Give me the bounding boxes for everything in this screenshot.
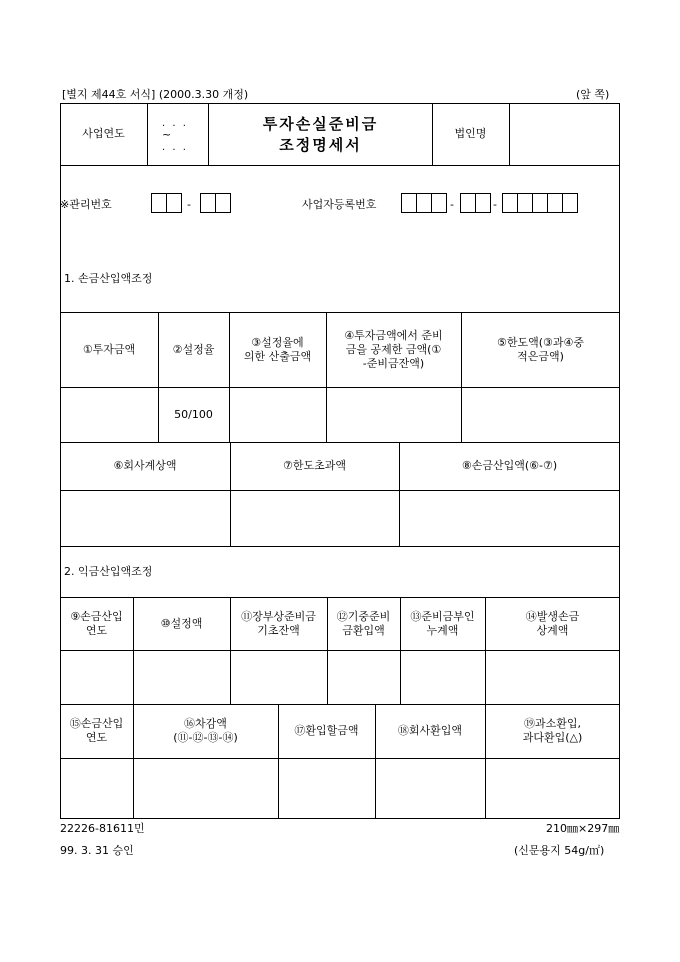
col-book-reserve-opening: ⑪장부상준비금 기초잔액: [241, 609, 316, 637]
col-under-over-reversal: ⑲과소환입, 과다환입(△): [522, 717, 583, 744]
col-investment-less-reserve: ④투자금액에서 준비 금을 공제한 금액(① -준비금잔액): [344, 328, 443, 370]
biz-reg-no-box[interactable]: [401, 193, 417, 213]
col-limit-amount: ⑤한도액(③과④중 적은금액): [496, 335, 584, 363]
col-deduction-year-2: ⑮손금산입 연도: [69, 717, 124, 744]
corp-name-field[interactable]: [510, 104, 619, 164]
col-disallowed-cumulative: ⑬준비금부인 누계액: [410, 609, 475, 637]
excess-over-limit-input[interactable]: [231, 491, 398, 546]
section2-heading: 2. 익금산입액조정: [64, 565, 153, 578]
reserve-reversed-input[interactable]: [328, 651, 399, 704]
col-amount-to-reverse: ⑰환입할금액: [294, 724, 359, 737]
form-title-line1: 투자손실준비금: [262, 115, 379, 133]
biz-reg-no-box[interactable]: [517, 193, 533, 213]
col-investment-amount: ①투자금액: [82, 342, 136, 356]
biz-reg-no-box[interactable]: [562, 193, 578, 213]
form-title: [209, 114, 432, 156]
deduction-year-2-input[interactable]: [61, 759, 132, 818]
biz-reg-no-box[interactable]: [460, 193, 476, 213]
biz-reg-no-box[interactable]: [502, 193, 518, 213]
investment-less-reserve-input[interactable]: [327, 388, 460, 442]
limit-amount-input[interactable]: [462, 388, 619, 442]
form-title-line2: 조정명세서: [279, 136, 362, 154]
mgmt-no-box[interactable]: [166, 193, 182, 213]
setting-rate-value: 50/100: [174, 407, 213, 421]
col-difference: ⑯차감액 (⑪-⑫-⑬-⑭): [173, 717, 238, 744]
mgmt-no-box[interactable]: [215, 193, 231, 213]
corp-name-label: 법인명: [454, 127, 487, 140]
loss-offset-input[interactable]: [486, 651, 619, 704]
date-to: . . .: [162, 142, 188, 153]
biz-reg-no-box[interactable]: [475, 193, 491, 213]
date-from: . . .: [162, 118, 188, 129]
biz-reg-no-label: 사업자등록번호: [302, 198, 377, 211]
biz-reg-no-dash: -: [450, 198, 454, 211]
biz-reg-no-box[interactable]: [431, 193, 447, 213]
paper-type: (신문용지 54g/㎡): [514, 844, 605, 857]
investment-amount-input[interactable]: [61, 388, 157, 442]
doc-code: 22226-81611민: [60, 822, 145, 835]
mgmt-no-dash: -: [187, 198, 191, 211]
mgmt-no-box[interactable]: [200, 193, 216, 213]
deduction-year-input[interactable]: [61, 651, 132, 704]
mgmt-no-box[interactable]: [151, 193, 167, 213]
col-loss-offset: ⑭발생손금 상계액: [525, 609, 580, 637]
col-company-recorded: ⑥회사계상액: [113, 459, 177, 472]
under-over-reversal-input[interactable]: [486, 759, 619, 818]
col-set-amount: ⑩설정액: [160, 616, 203, 630]
book-reserve-opening-input[interactable]: [231, 651, 326, 704]
computed-amount-input[interactable]: [230, 388, 325, 442]
form-number: [별지 제44호 서식] (2000.3.30 개정): [62, 88, 249, 101]
biz-reg-no-box[interactable]: [416, 193, 432, 213]
col-deduction-year: ⑨손금산입 연도: [70, 609, 123, 637]
set-amount-input[interactable]: [134, 651, 229, 704]
col-setting-rate: ②설정율: [172, 342, 215, 356]
deductible-amount-input[interactable]: [400, 491, 619, 546]
col-deductible-amount: ⑧손금산입액(⑥-⑦): [461, 459, 558, 472]
paper-size: 210㎜×297㎜: [546, 822, 620, 835]
mgmt-no-label: ※관리번호: [60, 198, 112, 211]
page-side-label: (앞 쪽): [576, 88, 610, 101]
company-reversed-input[interactable]: [376, 759, 484, 818]
section1-heading: 1. 손금산입액조정: [64, 272, 153, 285]
col-excess-over-limit: ⑦한도초과액: [283, 459, 346, 472]
col-computed-amount: ③설정율에 의한 산출금액: [243, 335, 312, 363]
date-tilde: ~: [162, 128, 172, 141]
approval-date: 99. 3. 31 승인: [60, 844, 134, 857]
business-year-field[interactable]: [148, 103, 208, 165]
business-year-label: 사업연도: [82, 127, 125, 140]
difference-input[interactable]: [134, 759, 277, 818]
disallowed-cumulative-input[interactable]: [401, 651, 484, 704]
col-company-reversed: ⑱회사환입액: [397, 724, 463, 737]
col-reserve-reversed: ⑫기중준비 금환입액: [336, 609, 391, 637]
biz-reg-no-dash: -: [493, 198, 497, 211]
biz-reg-no-box[interactable]: [547, 193, 563, 213]
company-recorded-input[interactable]: [61, 491, 229, 546]
amount-to-reverse-input[interactable]: [279, 759, 374, 818]
biz-reg-no-box[interactable]: [532, 193, 548, 213]
